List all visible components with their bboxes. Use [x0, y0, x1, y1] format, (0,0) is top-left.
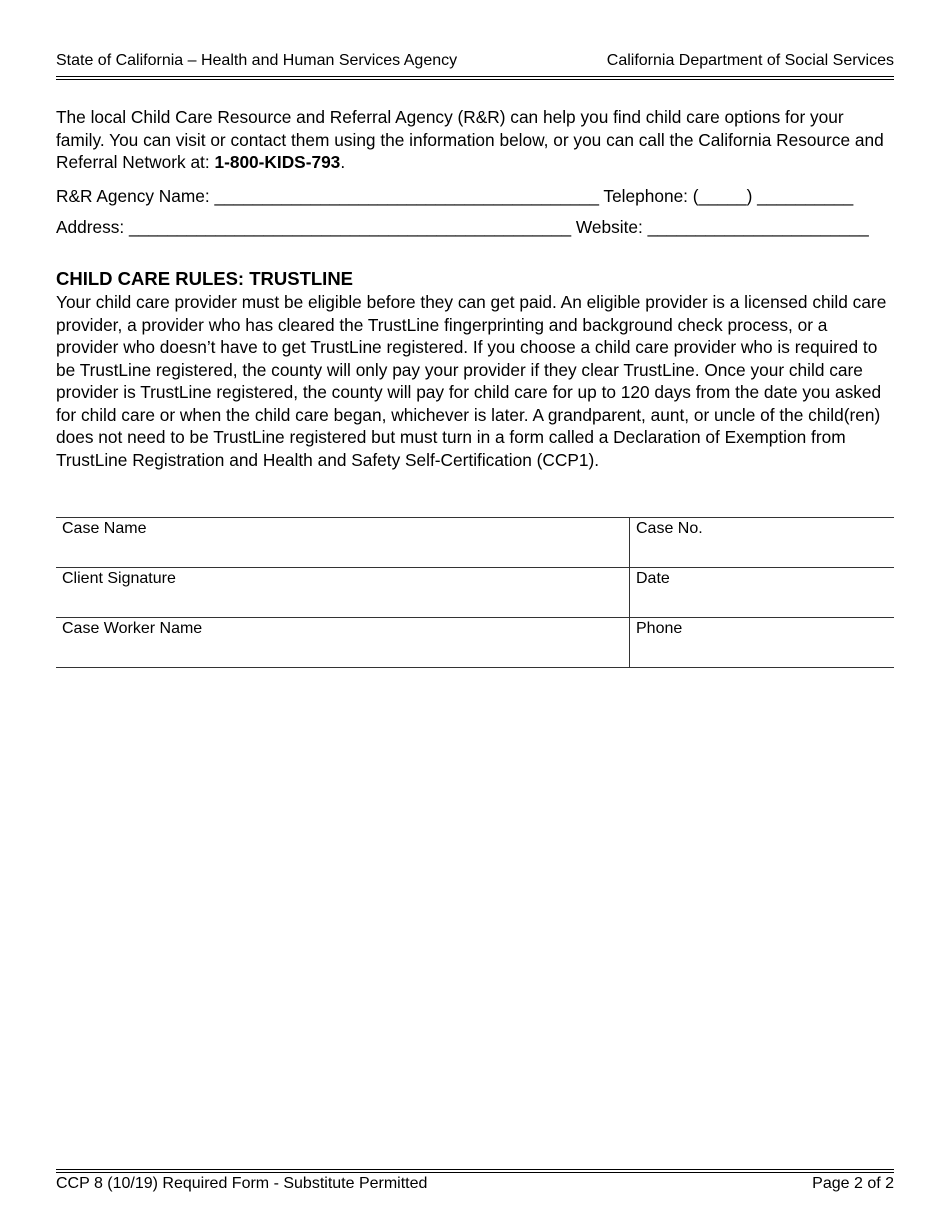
agency-row — [56, 186, 906, 207]
address-row — [56, 217, 906, 238]
trustline-paragraph: Your child care provider must be eligible before they can get paid. An eligible provider is a licensed child care provider, a provider who has cleared the TrustLine fingerprinting and background check process, or a provider who doesn’t have to get TrustLine registered. If you choose a child care provider who is required to be TrustLine registered, the county will only pay your provider if they clear TrustLine. Once your child care provider is TrustLine registered, the county will pay for child care for up to 120 days from the date you asked for child care or when the child care began, whichever is later. A grandparent, aunt, or uncle of the child(ren) does not need to be TrustLine registered but must turn in a form called a Declaration of Exemption from TrustLine Registration and Health and Safety Self-Certification (CCP1). — [56, 292, 887, 470]
telephone-label: Telephone: ( — [598, 186, 699, 206]
case-worker-name-cell[interactable]: Case Worker Name — [56, 618, 630, 668]
address-label: Address: — [56, 217, 129, 237]
header-agency: State of California – Health and Human Services Agency — [56, 52, 458, 69]
telephone-field[interactable]: __________ — [757, 186, 854, 206]
page-footer — [56, 1175, 894, 1193]
phone-cell[interactable]: Phone — [630, 618, 895, 668]
case-number-cell[interactable]: Case No. — [630, 518, 895, 568]
footer-divider — [56, 1169, 894, 1170]
agency-name-label: R&R Agency Name: — [56, 186, 215, 206]
address-field[interactable]: ______________________________________________ — [129, 217, 572, 237]
header-department: California Department of Social Services — [606, 52, 894, 69]
page-header — [56, 52, 894, 72]
date-cell[interactable]: Date — [630, 568, 895, 618]
form-page — [56, 0, 894, 1230]
table-row — [56, 618, 894, 668]
footer-divider-double — [56, 1172, 894, 1173]
website-field[interactable]: _______________________ — [647, 217, 869, 237]
client-signature-cell[interactable]: Client Signature — [56, 568, 630, 618]
telephone-area-field[interactable]: _____ — [698, 186, 747, 206]
form-id: CCP 8 (10/19) Required Form - Substitute Permitted — [56, 1175, 428, 1192]
section-title: CHILD CARE RULES: TRUSTLINE — [56, 268, 354, 289]
table-row — [56, 518, 894, 568]
intro-text: The local Child Care Resource and Referral Agency (R&R) can help you find child care options for your family. You can visit or contact them using the information below, or you can call the California Resource and Referral Network at: — [56, 107, 884, 172]
network-phone: 1-800-KIDS-793 — [214, 152, 341, 172]
table-row — [56, 568, 894, 618]
header-divider — [56, 76, 894, 77]
intro-paragraph — [56, 106, 894, 174]
header-divider-double — [56, 79, 894, 80]
trustline-rules-text — [56, 291, 894, 471]
intro-end: . — [340, 152, 346, 172]
case-info-table — [56, 517, 894, 668]
website-label: Website: — [571, 217, 648, 237]
case-name-cell[interactable]: Case Name — [56, 518, 630, 568]
page-number: Page 2 of 2 — [812, 1175, 894, 1192]
agency-name-field[interactable]: ________________________________________ — [214, 186, 599, 206]
telephone-paren: ) — [746, 186, 758, 206]
